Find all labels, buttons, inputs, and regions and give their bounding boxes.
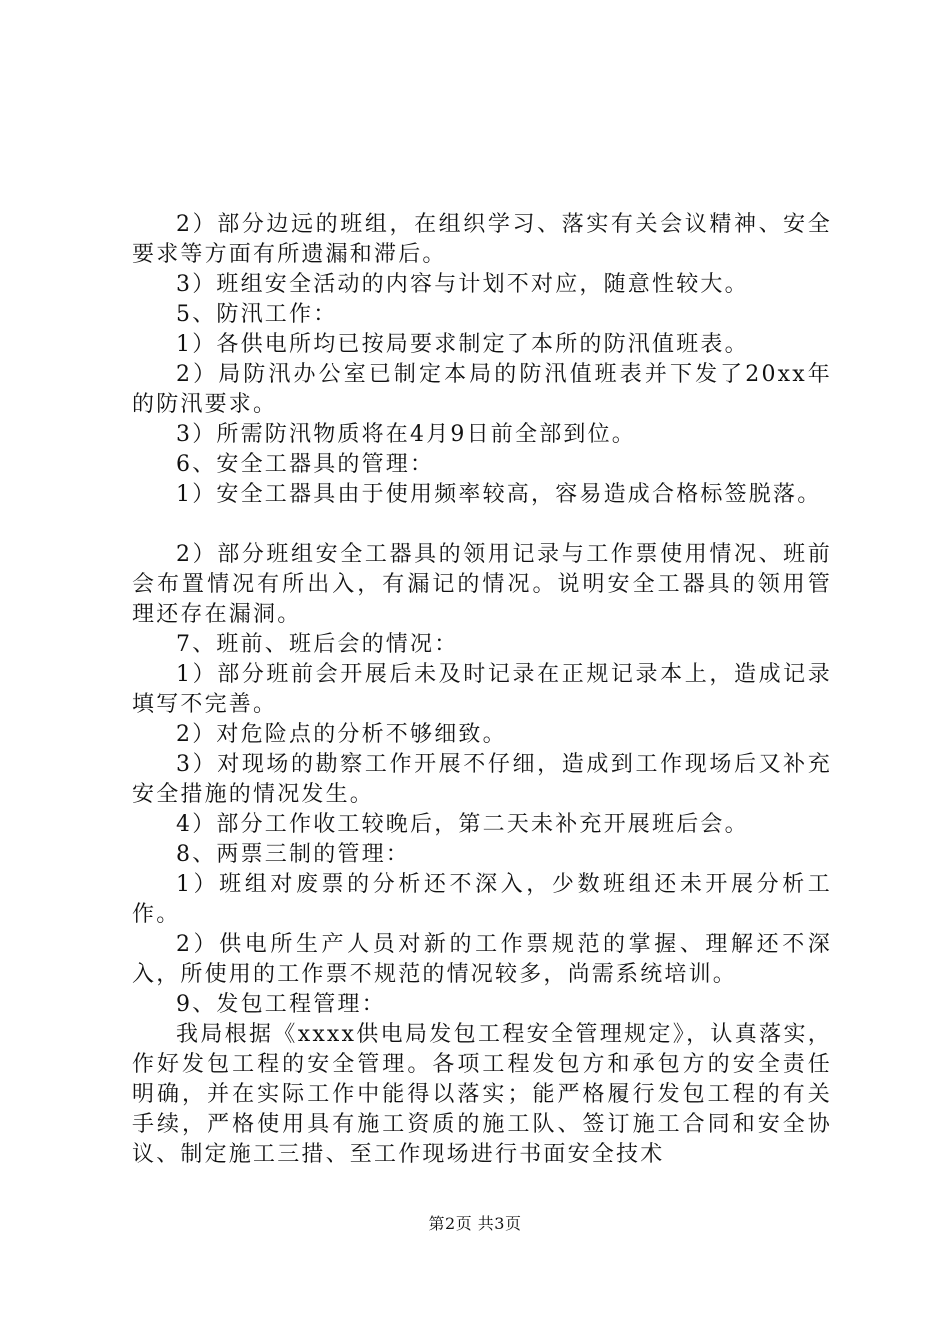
section-heading: 9、发包工程管理： [176,992,386,1017]
paragraph: 4）部分工作收工较晚后，第二天未补充开展班后会。 [176,812,749,837]
paragraph: 我局根据《xxxx供电局发包工程安全管理规定》，认真落实，作好发包工程的安全管理。各项工程发包方和承包方的安全责任明确，并在实际工作中能得以落实；能严格履行发包工程的有关手续，严格使用具有施工资质的施工队、签订施工合同和安全协议、制定施工三措、至工作现场进行书面安全技术 [132,1022,832,1167]
paragraph: 1）班组对废票的分析还不深入，少数班组还未开展分析工作。 [132,872,832,927]
section-heading: 8、两票三制的管理： [176,842,410,867]
paragraph: 1）部分班前会开展后未及时记录在正规记录本上，造成记录填写不完善。 [132,662,832,717]
section-heading: 5、防汛工作： [176,302,338,327]
page-number-label: 第2页 共3页 [428,1214,522,1233]
section-heading: 7、班前、班后会的情况： [176,632,459,657]
paragraph: 3）班组安全活动的内容与计划不对应，随意性较大。 [176,272,749,297]
document-body [132,210,832,1170]
paragraph: 3）对现场的勘察工作开展不仔细，造成到工作现场后又补充安全措施的情况发生。 [132,752,832,807]
paragraph: 2）供电所生产人员对新的工作票规范的掌握、理解还不深入，所使用的工作票不规范的情况较多，尚需系统培训。 [132,932,832,987]
paragraph: 1）安全工器具由于使用频率较高，容易造成合格标签脱落。 [176,482,822,507]
paragraph: 2）部分边远的班组，在组织学习、落实有关会议精神、安全要求等方面有所遗漏和滞后。 [132,212,832,267]
section-heading: 6、安全工器具的管理： [176,452,435,477]
paragraph: 2）局防汛办公室已制定本局的防汛值班表并下发了20xx年的防汛要求。 [132,362,832,417]
paragraph: 2）对危险点的分析不够细致。 [176,722,507,747]
paragraph: 1）各供电所均已按局要求制定了本所的防汛值班表。 [176,332,749,357]
paragraph: 3）所需防汛物质将在4月9日前全部到位。 [176,422,636,447]
page-footer [0,1214,950,1234]
paragraph: 2）部分班组安全工器具的领用记录与工作票使用情况、班前会布置情况有所出入，有漏记的情况。说明安全工器具的领用管理还存在漏洞。 [132,542,832,627]
